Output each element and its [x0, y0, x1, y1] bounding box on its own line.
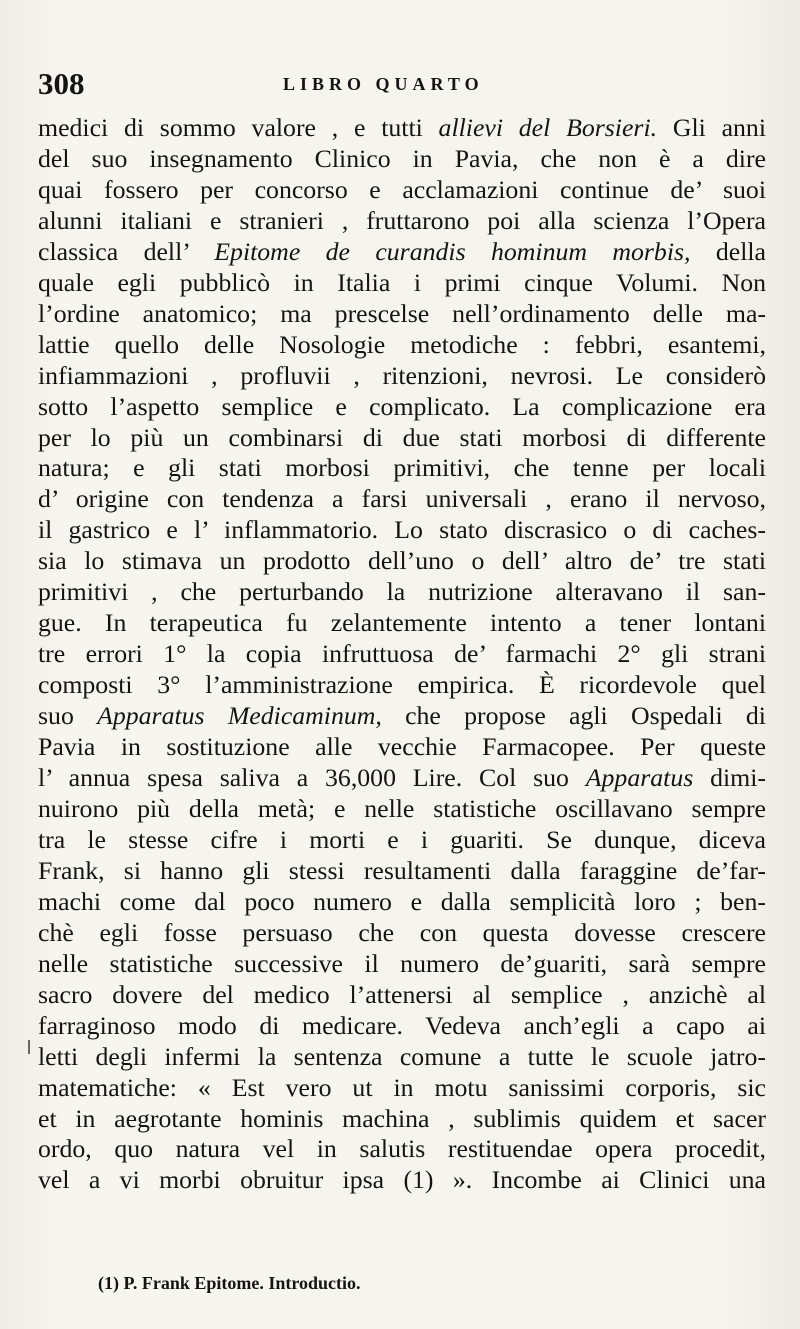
text-segment: tra le stesse cifre i morti e i guariti. Se dunque, diceva: [38, 824, 766, 854]
text-line: [38, 299, 766, 330]
text-segment: nuirono più della metà; e nelle statistiche oscillavano sempre: [38, 793, 766, 823]
text-line: [38, 856, 766, 887]
text-line: [38, 113, 766, 144]
text-segment: vel a vi morbi obruitur ipsa (1) ». Incombe ai Clinici una: [38, 1165, 766, 1195]
text-line: [38, 237, 766, 268]
margin-mark: [28, 1040, 30, 1054]
text-line: [38, 577, 766, 608]
text-segment: infiammazioni , profluvii , ritenzioni, nevrosi. Le considerò: [38, 360, 766, 390]
text-line: [38, 701, 766, 732]
text-line: [38, 1073, 766, 1104]
text-segment: tre errori 1° la copia infruttuosa de’ farmachi 2° gli strani: [38, 639, 766, 669]
text-segment: farraginoso modo di medicare. Vedeva anch’egli a capo ai: [38, 1010, 766, 1040]
text-segment: letti degli infermi la sentenza comune a tutte le scuole jatro-: [38, 1041, 766, 1071]
text-segment: composti 3° l’amministrazione empirica. È ricordevole quel: [38, 670, 766, 700]
text-segment: l’ annua spesa saliva a 36,000 Lire. Col suo: [38, 763, 586, 793]
text-segment: sotto l’aspetto semplice e complicato. La complicazione era: [38, 391, 766, 421]
text-segment: gue. In terapeutica fu zelantemente intento a tener lontani: [38, 608, 766, 638]
text-line: [38, 1165, 766, 1196]
page-number: 308: [38, 66, 85, 101]
text-line: [38, 546, 766, 577]
text-line: [38, 1011, 766, 1042]
text-segment: della: [690, 236, 766, 266]
text-segment: sacro dovere del medico l’attenersi al semplice , anzichè al: [38, 979, 766, 1009]
text-line: [38, 918, 766, 949]
text-segment: del suo insegnamento Clinico in Pavia, che non è a dire: [38, 143, 766, 173]
text-line: [38, 794, 766, 825]
text-segment: et in aegrotante hominis machina , sublimis quidem et sacer: [38, 1103, 766, 1133]
text-segment: classica dell’: [38, 236, 215, 266]
text-line: [38, 639, 766, 670]
text-segment: quai fossero per concorso e acclamazioni continue de’ suoi: [38, 174, 766, 204]
text-line: [38, 484, 766, 515]
text-line: [38, 144, 766, 175]
text-line: [38, 949, 766, 980]
text-line: [38, 825, 766, 856]
text-line: [38, 980, 766, 1011]
text-segment: sia lo stimava un prodotto dell’uno o dell’ altro de’ tre stati: [38, 546, 766, 576]
text-segment: Gli anni: [657, 113, 766, 142]
text-segment: l’ordine anatomico; ma prescelse nell’ordinamento delle ma-: [38, 298, 766, 328]
text-line: [38, 361, 766, 392]
text-line: [38, 453, 766, 484]
text-segment: suo: [38, 701, 98, 731]
text-line: [38, 206, 766, 237]
text-segment: alunni italiani e stranieri , fruttarono poi alla scienza l’Opera: [38, 205, 766, 235]
text-line: [38, 1134, 766, 1165]
text-segment: dimi-: [693, 763, 766, 793]
text-line: [38, 670, 766, 701]
text-line: [38, 608, 766, 639]
text-segment: il gastrico e l’ inflammatorio. Lo stato discrasico o di caches-: [38, 515, 766, 545]
text-line: [38, 423, 766, 454]
italic-text-segment: allievi del Borsieri.: [438, 113, 658, 142]
page-header: [38, 66, 762, 106]
text-segment: nelle statistiche successive il numero de’guariti, sarà sempre: [38, 948, 766, 978]
text-segment: lattie quello delle Nosologie metodiche : febbri, esantemi,: [38, 329, 766, 359]
text-line: [38, 887, 766, 918]
italic-text-segment: Apparatus: [585, 763, 694, 793]
text-line: [38, 763, 766, 794]
body-text: [38, 113, 766, 1196]
text-line: [38, 175, 766, 206]
text-segment: natura; e gli stati morbosi primitivi, che tenne per locali: [38, 453, 766, 483]
text-segment: medici di sommo valore , e tutti: [38, 113, 439, 142]
text-line: [38, 732, 766, 763]
text-segment: Frank, si hanno gli stessi resultamenti dalla faraggine de’far-: [38, 855, 766, 885]
footnote: (1) P. Frank Epitome. Introductio.: [98, 1273, 361, 1293]
text-segment: ordo, quo natura vel in salutis restituendae opera procedit,: [38, 1134, 766, 1164]
text-segment: che propose agli Ospedali di: [381, 701, 766, 731]
text-segment: per lo più un combinarsi di due stati morbosi di differente: [38, 422, 766, 452]
running-head: LIBRO QUARTO: [283, 74, 484, 94]
text-line: [38, 392, 766, 423]
text-segment: primitivi , che perturbando la nutrizione alteravano il san-: [38, 577, 766, 607]
text-line: [38, 1042, 766, 1073]
text-line: [38, 515, 766, 546]
text-line: [38, 268, 766, 299]
text-segment: matematiche: « Est vero ut in motu sanissimi corporis, sic: [38, 1072, 766, 1102]
text-segment: Pavia in sostituzione alle vecchie Farmacopee. Per queste: [38, 732, 766, 762]
text-line: [38, 1104, 766, 1135]
text-segment: machi come dal poco numero e dalla semplicità loro ; ben-: [38, 886, 766, 916]
italic-text-segment: Epitome de curandis hominum morbis,: [214, 236, 691, 266]
italic-text-segment: Apparatus Medicaminum,: [97, 701, 382, 731]
text-segment: chè egli fosse persuaso che con questa dovesse crescere: [38, 917, 766, 947]
text-line: [38, 330, 766, 361]
text-segment: quale egli pubblicò in Italia i primi cinque Volumi. Non: [38, 267, 766, 297]
text-segment: d’ origine con tendenza a farsi universali , erano il nervoso,: [38, 484, 766, 514]
